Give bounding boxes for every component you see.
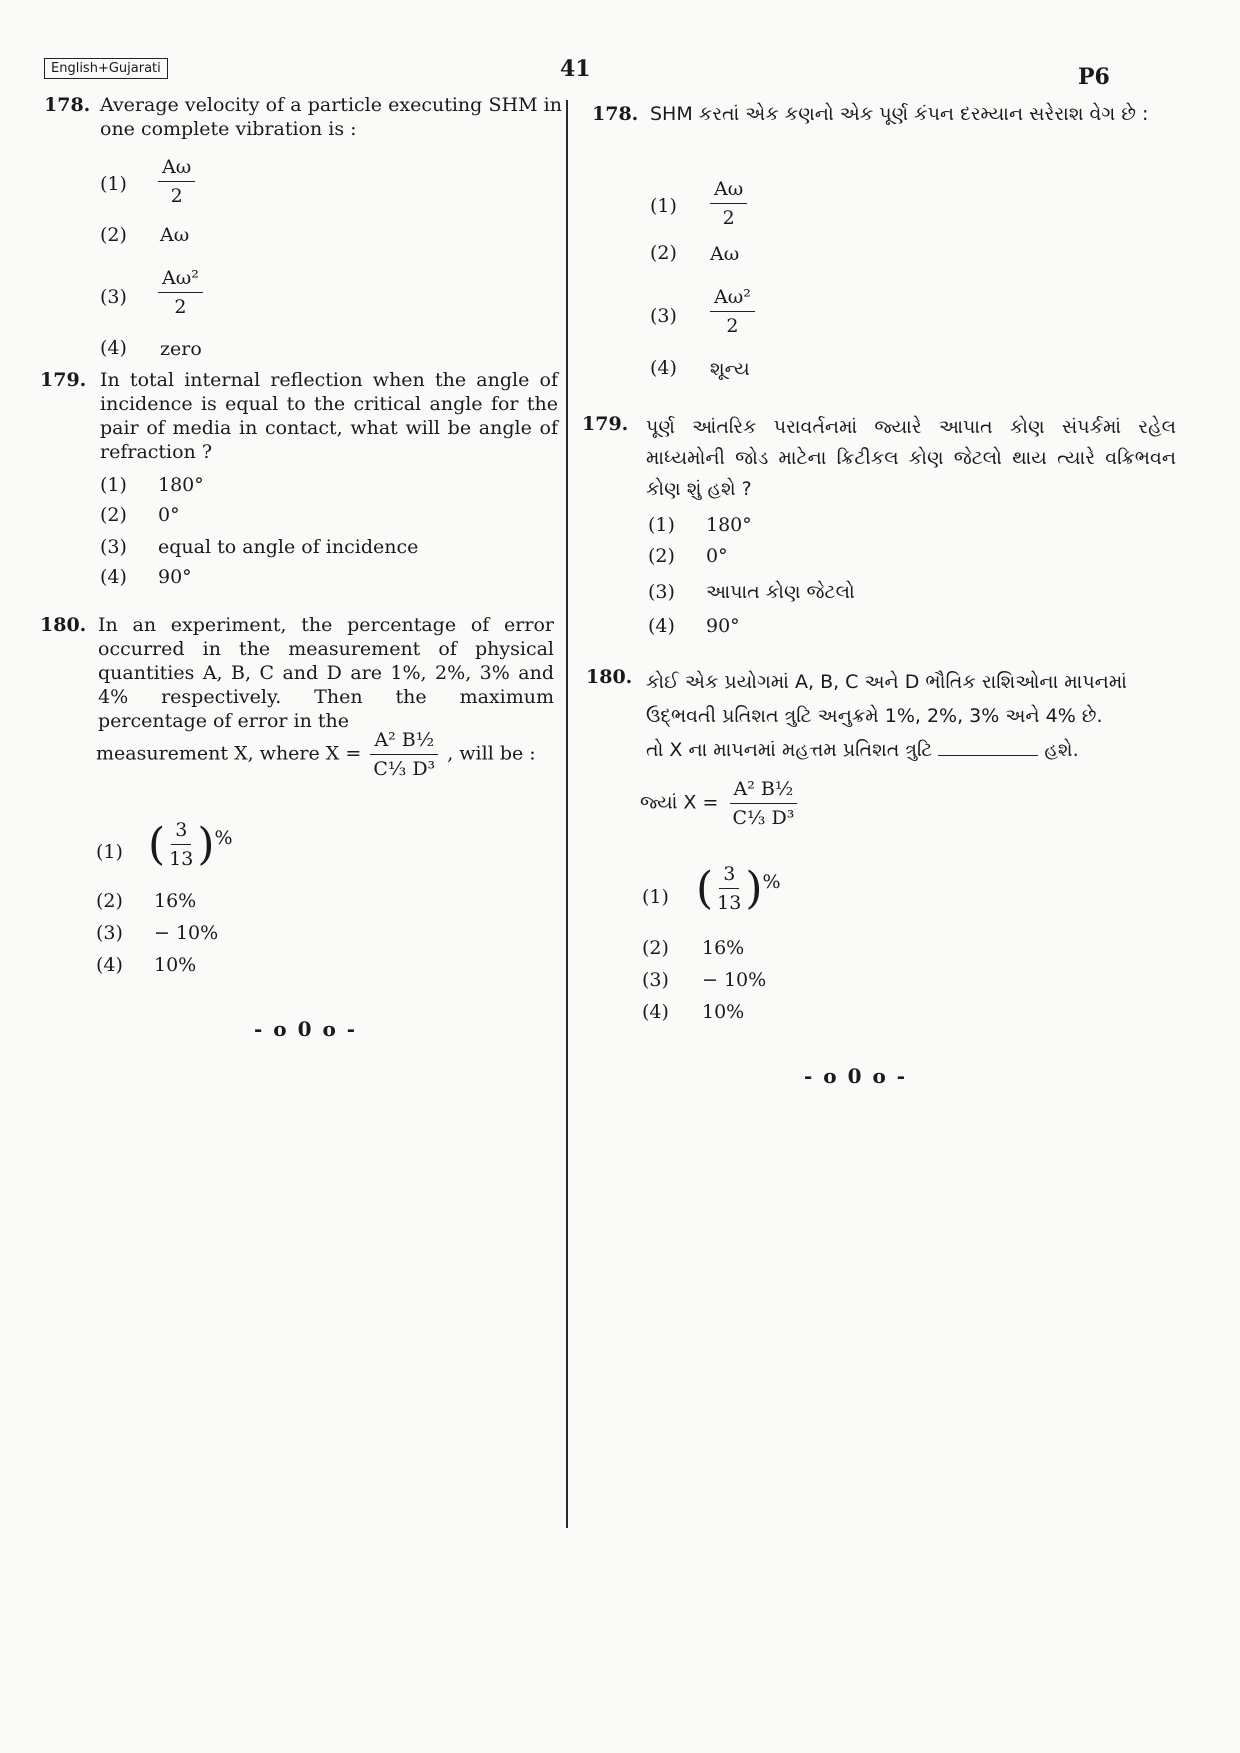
option-number: (4) — [642, 1001, 669, 1023]
question-number: 180. — [586, 666, 633, 688]
question-text — [646, 665, 1206, 767]
option-fraction — [158, 155, 195, 208]
question-text: Average velocity of a particle executing SHM in one complete vibration is : — [100, 94, 562, 140]
option-fraction — [710, 177, 747, 230]
paper-code: P6 — [1078, 64, 1110, 90]
fraction-numerator: 3 — [719, 862, 739, 889]
question-line-end: હશે. — [1044, 739, 1079, 761]
option-value: 180° — [706, 514, 752, 536]
option-number: (4) — [96, 954, 123, 976]
option-number: (3) — [96, 922, 123, 944]
question-line: ઉદ્‌ભવતી પ્રતિશત ત્રુટિ અનુક્રમે 1%, 2%, 3% અને 4% છે. — [646, 705, 1103, 727]
fraction-numerator: Aω² — [710, 285, 755, 312]
language-label: English+Gujarati — [44, 58, 168, 79]
percent-suffix: % — [214, 827, 233, 849]
option-number: (3) — [100, 286, 127, 308]
formula-numerator: A² B½ — [730, 777, 798, 804]
option-number: (2) — [650, 242, 677, 264]
question-text: In total internal reflection when the angle of incidence is equal to the critical angle for the pair of media in contact, what will be angle of refraction ? — [100, 369, 558, 463]
option-value: − 10% — [154, 922, 219, 944]
option-value: 0° — [706, 545, 728, 567]
option-number: (2) — [100, 224, 127, 246]
formula-denominator: C⅓ D³ — [373, 758, 436, 780]
english-column — [0, 0, 566, 1753]
fraction-numerator: Aω² — [158, 266, 203, 293]
option-value: equal to angle of incidence — [158, 536, 419, 558]
formula-prefix: measurement X, where X = — [96, 742, 362, 765]
end-marker: - o 0 o - — [254, 1017, 358, 1041]
option-number: (3) — [650, 305, 677, 327]
fraction-denominator: 13 — [169, 848, 194, 870]
option-value: 10% — [154, 954, 197, 976]
answer-blank — [938, 755, 1038, 756]
option-value: 16% — [702, 937, 745, 959]
option-number: (3) — [100, 536, 127, 558]
option-number: (1) — [96, 841, 123, 863]
fraction-numerator: Aω — [710, 177, 747, 204]
end-marker: - o 0 o - — [804, 1064, 908, 1088]
fraction-denominator: 13 — [717, 892, 742, 914]
option-value: − 10% — [702, 969, 767, 991]
option-value: Aω — [160, 224, 190, 246]
paren-left-icon: ( — [696, 862, 714, 914]
question-line-start: તો X ના માપનમાં મહત્તમ પ્રતિશત ત્રુટિ — [646, 739, 933, 761]
option-number: (1) — [100, 474, 127, 496]
question-number: 178. — [44, 94, 91, 116]
option-number: (1) — [100, 173, 127, 195]
option-value: 10% — [702, 1001, 745, 1023]
option-number: (1) — [642, 886, 669, 908]
formula-denominator: C⅓ D³ — [732, 807, 795, 829]
option-number: (2) — [642, 937, 669, 959]
option-value: 90° — [706, 615, 740, 637]
question-line — [646, 733, 1206, 767]
option-number: (4) — [100, 566, 127, 588]
formula-numerator: A² B½ — [370, 728, 438, 755]
formula-prefix: જ્યાં X = — [640, 791, 719, 814]
fraction-numerator: 3 — [171, 818, 191, 845]
fraction-denominator: 2 — [174, 296, 187, 318]
option-fraction — [148, 818, 233, 871]
fraction-denominator: 2 — [726, 315, 739, 337]
question-line: કોઈ એક પ્રયોગમાં A, B, C અને D ભૌતિક રાશિઓના માપનમાં — [646, 671, 1127, 693]
option-number: (4) — [648, 615, 675, 637]
question-number: 178. — [592, 103, 639, 125]
question-text: In an experiment, the percentage of error occurred in the measurement of physical quantities A, B, C and D are 1%, 2%, 3% and 4% respectively. Then the maximum percentage of error in the — [98, 614, 554, 732]
option-value: 0° — [158, 504, 180, 526]
question-text: પૂર્ણ આંતરિક પરાવર્તનમાં જ્યારે આપાત કોણ સંપર્કમાં રહેલ માધ્યમોની જોડ માટેના ક્રિટીકલ કોણ જેટલો થાય ત્યારે વક્રિભવન કોણ શું હશે ? — [646, 416, 1176, 500]
paren-left-icon: ( — [148, 818, 166, 870]
option-value: આપાત કોણ જેટલો — [706, 581, 855, 603]
option-value: Aω — [710, 243, 740, 265]
page-number: 41 — [560, 56, 591, 82]
question-text: SHM કરતાં એક કણનો એક પૂર્ણ કંપન દરમ્યાન સરેરાશ વેગ છે : — [650, 103, 1149, 125]
fraction-denominator: 2 — [722, 207, 735, 229]
fraction-denominator: 2 — [170, 185, 183, 207]
option-value: 180° — [158, 474, 204, 496]
option-number: (3) — [648, 581, 675, 603]
option-number: (4) — [100, 337, 127, 359]
percent-suffix: % — [762, 871, 781, 893]
formula-suffix: , will be : — [447, 742, 536, 765]
option-number: (2) — [648, 545, 675, 567]
option-number: (1) — [648, 514, 675, 536]
option-number: (3) — [642, 969, 669, 991]
question-number: 179. — [582, 413, 629, 435]
paren-right-icon: ) — [745, 862, 763, 914]
question-number: 179. — [40, 369, 87, 391]
formula-line — [640, 777, 798, 830]
option-fraction — [710, 285, 755, 338]
option-value: શૂન્ય — [710, 358, 750, 380]
option-fraction — [158, 266, 203, 319]
option-value: 90° — [158, 566, 192, 588]
option-number: (2) — [100, 504, 127, 526]
option-fraction — [696, 862, 781, 915]
option-number: (1) — [650, 195, 677, 217]
gujarati-column — [568, 0, 1240, 1753]
option-number: (4) — [650, 357, 677, 379]
option-number: (2) — [96, 890, 123, 912]
paren-right-icon: ) — [197, 818, 215, 870]
fraction-numerator: Aω — [158, 155, 195, 182]
option-value: 16% — [154, 890, 197, 912]
option-value: zero — [160, 338, 202, 360]
formula-line — [96, 728, 536, 781]
question-number: 180. — [40, 614, 87, 636]
